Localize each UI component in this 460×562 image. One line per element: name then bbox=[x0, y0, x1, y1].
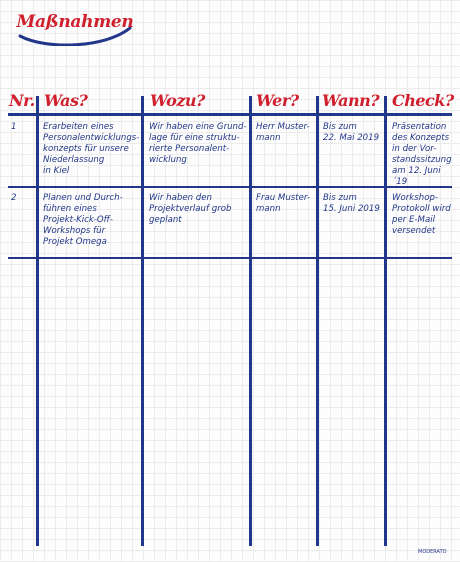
board-title-logo bbox=[16, 10, 134, 46]
column-divider-2 bbox=[141, 96, 144, 546]
column-divider-4 bbox=[316, 96, 319, 546]
board-title: Maßnahmen bbox=[16, 12, 134, 32]
column-divider-1 bbox=[36, 96, 39, 546]
header-wann: Wann? bbox=[322, 91, 380, 110]
row-1-nr: 1 bbox=[11, 122, 17, 132]
row-1-wann: Bis zum 22. Mai 2019 bbox=[323, 122, 380, 143]
row-1-check: Präsentation des Konzepts in der Vor- standssitzung am 12. Juni ´19 bbox=[392, 122, 452, 187]
row-1-wer: Herr Muster- mann bbox=[256, 122, 310, 143]
row-1-wozu: Wir haben eine Grund- lage für eine struktu- rierte Personalent- wicklung bbox=[149, 122, 247, 165]
row-1-was: Erarbeiten eines Personalentwicklungs- konzepts für unsere Niederlassung in Kiel bbox=[43, 122, 140, 176]
column-divider-5 bbox=[384, 96, 387, 546]
header-wer: Wer? bbox=[256, 91, 299, 110]
header-was: Was? bbox=[44, 91, 88, 110]
header-wozu: Wozu? bbox=[150, 91, 205, 110]
header-nr: Nr. bbox=[9, 91, 35, 110]
header-check: Check? bbox=[392, 91, 454, 110]
brand-mark: MODERATO bbox=[418, 549, 447, 555]
row-2-wozu: Wir haben den Projektverlauf grob geplant bbox=[149, 193, 232, 225]
row-2-check: Workshop- Protokoll wird per E-Mail versendet bbox=[392, 193, 451, 236]
row-2-nr: 2 bbox=[11, 193, 17, 203]
row-2-was: Planen und Durch- führen eines Projekt-Kick-Off- Workshops für Projekt Omega bbox=[43, 193, 123, 247]
row-2-wann: Bis zum 15. Juni 2019 bbox=[323, 193, 380, 214]
row-2-wer: Frau Muster- mann bbox=[256, 193, 311, 214]
column-divider-3 bbox=[249, 96, 252, 546]
